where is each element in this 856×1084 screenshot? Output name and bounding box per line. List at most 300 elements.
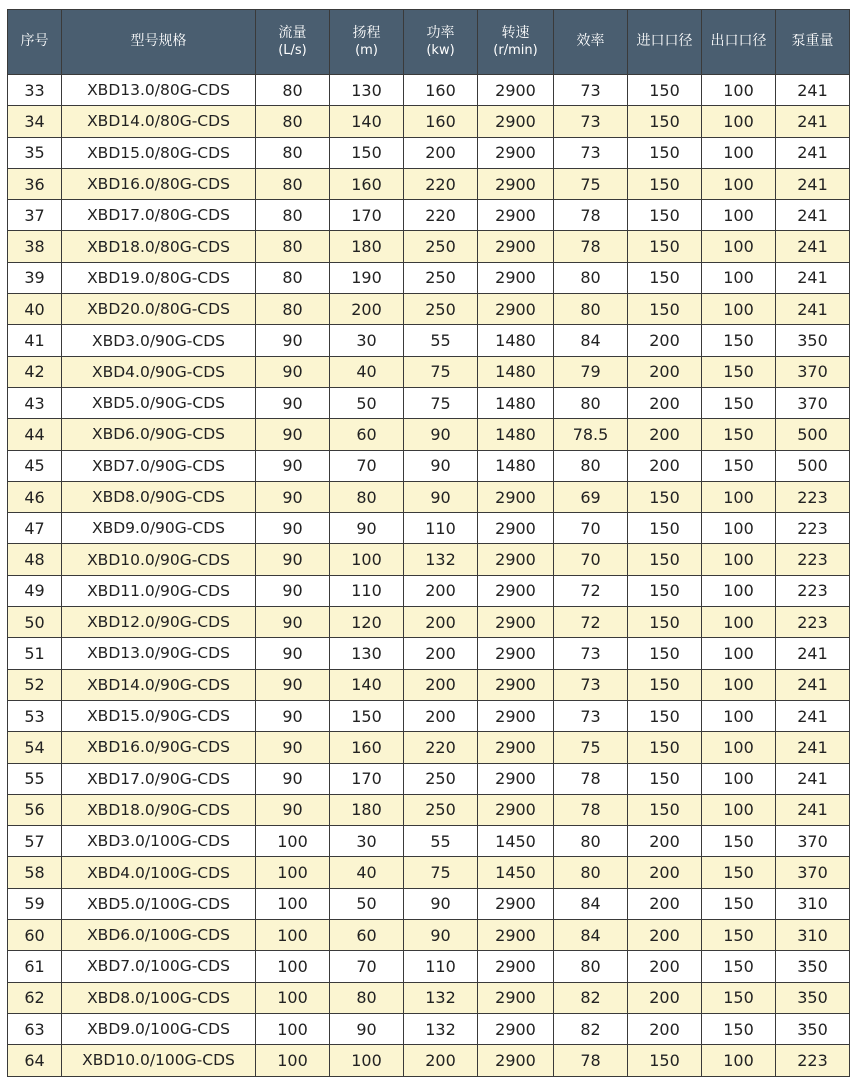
cell-head: 80 bbox=[330, 481, 404, 512]
cell-inlet: 150 bbox=[628, 638, 702, 669]
table-row bbox=[8, 356, 850, 387]
cell-head: 50 bbox=[330, 387, 404, 418]
cell-flow: 90 bbox=[256, 700, 330, 731]
cell-model: XBD4.0/100G-CDS bbox=[62, 857, 256, 888]
cell-inlet: 150 bbox=[628, 607, 702, 638]
cell-efficiency: 70 bbox=[554, 513, 628, 544]
cell-head: 110 bbox=[330, 575, 404, 606]
table-row bbox=[8, 982, 850, 1013]
cell-flow: 80 bbox=[256, 75, 330, 106]
cell-weight: 223 bbox=[776, 513, 850, 544]
cell-power: 160 bbox=[404, 106, 478, 137]
cell-outlet: 150 bbox=[702, 982, 776, 1013]
cell-inlet: 200 bbox=[628, 325, 702, 356]
table-body bbox=[8, 75, 850, 1077]
table-row bbox=[8, 763, 850, 794]
cell-flow: 80 bbox=[256, 294, 330, 325]
cell-index: 42 bbox=[8, 356, 62, 387]
header-label: 进口口径 bbox=[636, 33, 693, 50]
cell-model: XBD14.0/80G-CDS bbox=[62, 106, 256, 137]
cell-model: XBD6.0/100G-CDS bbox=[62, 920, 256, 951]
cell-flow: 90 bbox=[256, 450, 330, 481]
cell-outlet: 150 bbox=[702, 356, 776, 387]
header-label: 转速 bbox=[501, 25, 530, 42]
cell-flow: 90 bbox=[256, 387, 330, 418]
cell-model: XBD16.0/80G-CDS bbox=[62, 168, 256, 199]
cell-head: 160 bbox=[330, 732, 404, 763]
cell-speed: 1480 bbox=[478, 387, 554, 418]
cell-model: XBD9.0/100G-CDS bbox=[62, 1013, 256, 1044]
cell-index: 57 bbox=[8, 826, 62, 857]
cell-weight: 350 bbox=[776, 325, 850, 356]
cell-index: 52 bbox=[8, 669, 62, 700]
cell-head: 140 bbox=[330, 669, 404, 700]
table-row bbox=[8, 732, 850, 763]
table-row bbox=[8, 325, 850, 356]
cell-flow: 80 bbox=[256, 106, 330, 137]
cell-index: 46 bbox=[8, 481, 62, 512]
cell-model: XBD3.0/100G-CDS bbox=[62, 826, 256, 857]
header-col-weight bbox=[776, 10, 850, 75]
cell-efficiency: 73 bbox=[554, 75, 628, 106]
cell-power: 110 bbox=[404, 513, 478, 544]
cell-efficiency: 78 bbox=[554, 1045, 628, 1076]
cell-speed: 2900 bbox=[478, 763, 554, 794]
cell-flow: 90 bbox=[256, 481, 330, 512]
cell-weight: 241 bbox=[776, 137, 850, 168]
cell-speed: 2900 bbox=[478, 231, 554, 262]
cell-index: 64 bbox=[8, 1045, 62, 1076]
cell-speed: 2900 bbox=[478, 1045, 554, 1076]
cell-head: 60 bbox=[330, 419, 404, 450]
header-label: 型号规格 bbox=[130, 33, 187, 50]
table-row bbox=[8, 231, 850, 262]
cell-weight: 241 bbox=[776, 262, 850, 293]
cell-head: 120 bbox=[330, 607, 404, 638]
cell-model: XBD6.0/90G-CDS bbox=[62, 419, 256, 450]
cell-weight: 241 bbox=[776, 763, 850, 794]
cell-speed: 2900 bbox=[478, 607, 554, 638]
cell-weight: 370 bbox=[776, 356, 850, 387]
header-col-power bbox=[404, 10, 478, 75]
cell-inlet: 150 bbox=[628, 75, 702, 106]
cell-efficiency: 80 bbox=[554, 450, 628, 481]
cell-inlet: 150 bbox=[628, 200, 702, 231]
cell-speed: 1480 bbox=[478, 419, 554, 450]
cell-outlet: 150 bbox=[702, 888, 776, 919]
cell-weight: 350 bbox=[776, 982, 850, 1013]
cell-power: 250 bbox=[404, 794, 478, 825]
cell-head: 90 bbox=[330, 1013, 404, 1044]
cell-inlet: 200 bbox=[628, 888, 702, 919]
cell-efficiency: 72 bbox=[554, 607, 628, 638]
cell-model: XBD20.0/80G-CDS bbox=[62, 294, 256, 325]
cell-weight: 241 bbox=[776, 294, 850, 325]
cell-model: XBD3.0/90G-CDS bbox=[62, 325, 256, 356]
cell-outlet: 100 bbox=[702, 262, 776, 293]
cell-index: 35 bbox=[8, 137, 62, 168]
cell-index: 40 bbox=[8, 294, 62, 325]
cell-head: 80 bbox=[330, 982, 404, 1013]
cell-model: XBD14.0/90G-CDS bbox=[62, 669, 256, 700]
cell-power: 250 bbox=[404, 763, 478, 794]
cell-efficiency: 73 bbox=[554, 137, 628, 168]
cell-efficiency: 80 bbox=[554, 294, 628, 325]
cell-speed: 2900 bbox=[478, 544, 554, 575]
cell-outlet: 100 bbox=[702, 794, 776, 825]
cell-head: 180 bbox=[330, 794, 404, 825]
cell-outlet: 100 bbox=[702, 700, 776, 731]
table-row bbox=[8, 888, 850, 919]
cell-weight: 241 bbox=[776, 669, 850, 700]
cell-power: 220 bbox=[404, 168, 478, 199]
header-col-index bbox=[8, 10, 62, 75]
cell-inlet: 150 bbox=[628, 794, 702, 825]
cell-flow: 80 bbox=[256, 168, 330, 199]
cell-weight: 223 bbox=[776, 575, 850, 606]
cell-power: 132 bbox=[404, 982, 478, 1013]
table-row bbox=[8, 262, 850, 293]
cell-flow: 100 bbox=[256, 888, 330, 919]
cell-inlet: 150 bbox=[628, 669, 702, 700]
cell-flow: 80 bbox=[256, 200, 330, 231]
cell-model: XBD5.0/90G-CDS bbox=[62, 387, 256, 418]
cell-power: 220 bbox=[404, 200, 478, 231]
cell-efficiency: 75 bbox=[554, 732, 628, 763]
cell-power: 90 bbox=[404, 481, 478, 512]
cell-speed: 2900 bbox=[478, 794, 554, 825]
cell-power: 250 bbox=[404, 262, 478, 293]
cell-power: 110 bbox=[404, 951, 478, 982]
cell-model: XBD7.0/90G-CDS bbox=[62, 450, 256, 481]
header-label: 序号 bbox=[20, 33, 49, 50]
cell-inlet: 150 bbox=[628, 763, 702, 794]
cell-head: 70 bbox=[330, 450, 404, 481]
cell-index: 41 bbox=[8, 325, 62, 356]
cell-head: 40 bbox=[330, 356, 404, 387]
cell-efficiency: 73 bbox=[554, 638, 628, 669]
cell-index: 44 bbox=[8, 419, 62, 450]
cell-model: XBD5.0/100G-CDS bbox=[62, 888, 256, 919]
cell-power: 90 bbox=[404, 450, 478, 481]
table-row bbox=[8, 575, 850, 606]
cell-outlet: 150 bbox=[702, 387, 776, 418]
table-row bbox=[8, 794, 850, 825]
cell-outlet: 100 bbox=[702, 544, 776, 575]
pump-spec-table bbox=[7, 9, 850, 1077]
cell-index: 60 bbox=[8, 920, 62, 951]
cell-flow: 100 bbox=[256, 1045, 330, 1076]
cell-efficiency: 80 bbox=[554, 387, 628, 418]
cell-outlet: 100 bbox=[702, 294, 776, 325]
table-row bbox=[8, 1045, 850, 1076]
cell-speed: 2900 bbox=[478, 513, 554, 544]
cell-power: 90 bbox=[404, 920, 478, 951]
cell-speed: 2900 bbox=[478, 888, 554, 919]
cell-speed: 2900 bbox=[478, 262, 554, 293]
table-row bbox=[8, 920, 850, 951]
cell-head: 100 bbox=[330, 544, 404, 575]
cell-weight: 223 bbox=[776, 481, 850, 512]
header-label: 泵重量 bbox=[791, 33, 834, 50]
cell-index: 59 bbox=[8, 888, 62, 919]
cell-head: 30 bbox=[330, 826, 404, 857]
cell-outlet: 100 bbox=[702, 75, 776, 106]
table-row bbox=[8, 544, 850, 575]
cell-efficiency: 78.5 bbox=[554, 419, 628, 450]
cell-head: 130 bbox=[330, 638, 404, 669]
cell-inlet: 150 bbox=[628, 106, 702, 137]
table-row bbox=[8, 419, 850, 450]
cell-head: 40 bbox=[330, 857, 404, 888]
cell-weight: 370 bbox=[776, 826, 850, 857]
cell-model: XBD10.0/100G-CDS bbox=[62, 1045, 256, 1076]
cell-speed: 2900 bbox=[478, 700, 554, 731]
cell-weight: 241 bbox=[776, 794, 850, 825]
cell-inlet: 150 bbox=[628, 262, 702, 293]
cell-flow: 100 bbox=[256, 982, 330, 1013]
cell-model: XBD18.0/90G-CDS bbox=[62, 794, 256, 825]
cell-speed: 2900 bbox=[478, 575, 554, 606]
cell-head: 30 bbox=[330, 325, 404, 356]
cell-model: XBD15.0/80G-CDS bbox=[62, 137, 256, 168]
cell-head: 160 bbox=[330, 168, 404, 199]
cell-efficiency: 78 bbox=[554, 763, 628, 794]
cell-power: 132 bbox=[404, 544, 478, 575]
header-label: 扬程 bbox=[352, 25, 381, 42]
cell-flow: 80 bbox=[256, 262, 330, 293]
cell-outlet: 100 bbox=[702, 1045, 776, 1076]
table-row bbox=[8, 826, 850, 857]
header-row bbox=[8, 10, 850, 75]
cell-speed: 2900 bbox=[478, 75, 554, 106]
cell-model: XBD15.0/90G-CDS bbox=[62, 700, 256, 731]
header-unit: (r/min) bbox=[493, 42, 538, 58]
table-row bbox=[8, 106, 850, 137]
table-row bbox=[8, 168, 850, 199]
cell-index: 62 bbox=[8, 982, 62, 1013]
table-row bbox=[8, 669, 850, 700]
cell-model: XBD7.0/100G-CDS bbox=[62, 951, 256, 982]
cell-speed: 2900 bbox=[478, 200, 554, 231]
cell-head: 190 bbox=[330, 262, 404, 293]
cell-model: XBD16.0/90G-CDS bbox=[62, 732, 256, 763]
cell-model: XBD4.0/90G-CDS bbox=[62, 356, 256, 387]
cell-speed: 2900 bbox=[478, 920, 554, 951]
table-row bbox=[8, 857, 850, 888]
cell-weight: 223 bbox=[776, 607, 850, 638]
cell-inlet: 150 bbox=[628, 481, 702, 512]
cell-weight: 500 bbox=[776, 450, 850, 481]
cell-speed: 2900 bbox=[478, 982, 554, 1013]
cell-efficiency: 78 bbox=[554, 794, 628, 825]
cell-speed: 1450 bbox=[478, 826, 554, 857]
cell-efficiency: 80 bbox=[554, 857, 628, 888]
cell-flow: 90 bbox=[256, 669, 330, 700]
header-col-flow bbox=[256, 10, 330, 75]
cell-inlet: 200 bbox=[628, 356, 702, 387]
cell-index: 34 bbox=[8, 106, 62, 137]
cell-outlet: 150 bbox=[702, 325, 776, 356]
cell-inlet: 150 bbox=[628, 513, 702, 544]
header-unit: (m) bbox=[355, 42, 378, 58]
table-row bbox=[8, 294, 850, 325]
cell-efficiency: 73 bbox=[554, 669, 628, 700]
cell-inlet: 200 bbox=[628, 982, 702, 1013]
cell-flow: 90 bbox=[256, 732, 330, 763]
cell-inlet: 150 bbox=[628, 732, 702, 763]
header-col-inlet bbox=[628, 10, 702, 75]
cell-flow: 100 bbox=[256, 920, 330, 951]
cell-flow: 90 bbox=[256, 638, 330, 669]
cell-model: XBD12.0/90G-CDS bbox=[62, 607, 256, 638]
cell-efficiency: 78 bbox=[554, 200, 628, 231]
cell-flow: 80 bbox=[256, 137, 330, 168]
cell-model: XBD18.0/80G-CDS bbox=[62, 231, 256, 262]
table-row bbox=[8, 387, 850, 418]
cell-weight: 241 bbox=[776, 168, 850, 199]
header-col-head bbox=[330, 10, 404, 75]
cell-flow: 90 bbox=[256, 575, 330, 606]
cell-inlet: 200 bbox=[628, 1013, 702, 1044]
table-row bbox=[8, 137, 850, 168]
cell-speed: 2900 bbox=[478, 1013, 554, 1044]
cell-efficiency: 82 bbox=[554, 982, 628, 1013]
cell-outlet: 100 bbox=[702, 106, 776, 137]
cell-weight: 350 bbox=[776, 951, 850, 982]
cell-weight: 500 bbox=[776, 419, 850, 450]
cell-flow: 90 bbox=[256, 356, 330, 387]
cell-power: 220 bbox=[404, 732, 478, 763]
header-label: 出口口径 bbox=[710, 33, 767, 50]
cell-outlet: 150 bbox=[702, 826, 776, 857]
cell-efficiency: 78 bbox=[554, 231, 628, 262]
cell-index: 39 bbox=[8, 262, 62, 293]
cell-speed: 2900 bbox=[478, 294, 554, 325]
cell-head: 100 bbox=[330, 1045, 404, 1076]
cell-efficiency: 70 bbox=[554, 544, 628, 575]
cell-power: 75 bbox=[404, 356, 478, 387]
cell-index: 54 bbox=[8, 732, 62, 763]
cell-inlet: 150 bbox=[628, 231, 702, 262]
cell-flow: 90 bbox=[256, 325, 330, 356]
cell-head: 150 bbox=[330, 137, 404, 168]
cell-outlet: 100 bbox=[702, 669, 776, 700]
cell-efficiency: 80 bbox=[554, 826, 628, 857]
cell-head: 130 bbox=[330, 75, 404, 106]
cell-inlet: 200 bbox=[628, 450, 702, 481]
cell-efficiency: 82 bbox=[554, 1013, 628, 1044]
cell-index: 45 bbox=[8, 450, 62, 481]
cell-speed: 1480 bbox=[478, 356, 554, 387]
table-row bbox=[8, 450, 850, 481]
header-col-model bbox=[62, 10, 256, 75]
cell-weight: 241 bbox=[776, 638, 850, 669]
cell-weight: 241 bbox=[776, 75, 850, 106]
cell-weight: 370 bbox=[776, 387, 850, 418]
cell-flow: 90 bbox=[256, 607, 330, 638]
cell-index: 37 bbox=[8, 200, 62, 231]
cell-head: 70 bbox=[330, 951, 404, 982]
cell-power: 200 bbox=[404, 575, 478, 606]
cell-model: XBD17.0/90G-CDS bbox=[62, 763, 256, 794]
cell-outlet: 100 bbox=[702, 607, 776, 638]
cell-inlet: 200 bbox=[628, 419, 702, 450]
cell-model: XBD13.0/80G-CDS bbox=[62, 75, 256, 106]
cell-outlet: 100 bbox=[702, 168, 776, 199]
cell-flow: 90 bbox=[256, 794, 330, 825]
cell-head: 150 bbox=[330, 700, 404, 731]
cell-efficiency: 72 bbox=[554, 575, 628, 606]
cell-index: 51 bbox=[8, 638, 62, 669]
table-row bbox=[8, 951, 850, 982]
table-row bbox=[8, 700, 850, 731]
cell-inlet: 200 bbox=[628, 951, 702, 982]
cell-power: 200 bbox=[404, 700, 478, 731]
cell-weight: 223 bbox=[776, 1045, 850, 1076]
header-label: 流量 bbox=[278, 25, 307, 42]
cell-head: 140 bbox=[330, 106, 404, 137]
cell-power: 200 bbox=[404, 669, 478, 700]
cell-outlet: 100 bbox=[702, 732, 776, 763]
cell-power: 75 bbox=[404, 857, 478, 888]
cell-weight: 310 bbox=[776, 888, 850, 919]
cell-inlet: 200 bbox=[628, 387, 702, 418]
cell-weight: 241 bbox=[776, 732, 850, 763]
cell-weight: 223 bbox=[776, 544, 850, 575]
cell-outlet: 100 bbox=[702, 200, 776, 231]
cell-outlet: 100 bbox=[702, 763, 776, 794]
cell-index: 63 bbox=[8, 1013, 62, 1044]
cell-efficiency: 84 bbox=[554, 325, 628, 356]
cell-head: 50 bbox=[330, 888, 404, 919]
cell-inlet: 150 bbox=[628, 544, 702, 575]
header-col-outlet bbox=[702, 10, 776, 75]
cell-flow: 90 bbox=[256, 513, 330, 544]
cell-power: 90 bbox=[404, 888, 478, 919]
table-row bbox=[8, 481, 850, 512]
cell-outlet: 100 bbox=[702, 575, 776, 606]
cell-efficiency: 75 bbox=[554, 168, 628, 199]
table-header bbox=[8, 10, 850, 75]
cell-efficiency: 84 bbox=[554, 888, 628, 919]
cell-outlet: 150 bbox=[702, 419, 776, 450]
cell-outlet: 150 bbox=[702, 920, 776, 951]
cell-model: XBD9.0/90G-CDS bbox=[62, 513, 256, 544]
table-row bbox=[8, 75, 850, 106]
cell-speed: 2900 bbox=[478, 638, 554, 669]
header-unit: (kw) bbox=[426, 42, 455, 58]
cell-outlet: 150 bbox=[702, 857, 776, 888]
cell-index: 50 bbox=[8, 607, 62, 638]
cell-inlet: 200 bbox=[628, 826, 702, 857]
table-row bbox=[8, 638, 850, 669]
cell-speed: 2900 bbox=[478, 168, 554, 199]
cell-index: 47 bbox=[8, 513, 62, 544]
cell-efficiency: 80 bbox=[554, 951, 628, 982]
cell-power: 132 bbox=[404, 1013, 478, 1044]
cell-inlet: 150 bbox=[628, 700, 702, 731]
cell-flow: 100 bbox=[256, 1013, 330, 1044]
cell-speed: 2900 bbox=[478, 951, 554, 982]
cell-power: 90 bbox=[404, 419, 478, 450]
cell-power: 75 bbox=[404, 387, 478, 418]
cell-flow: 100 bbox=[256, 857, 330, 888]
table-row bbox=[8, 1013, 850, 1044]
cell-flow: 100 bbox=[256, 826, 330, 857]
cell-inlet: 150 bbox=[628, 575, 702, 606]
cell-power: 200 bbox=[404, 638, 478, 669]
